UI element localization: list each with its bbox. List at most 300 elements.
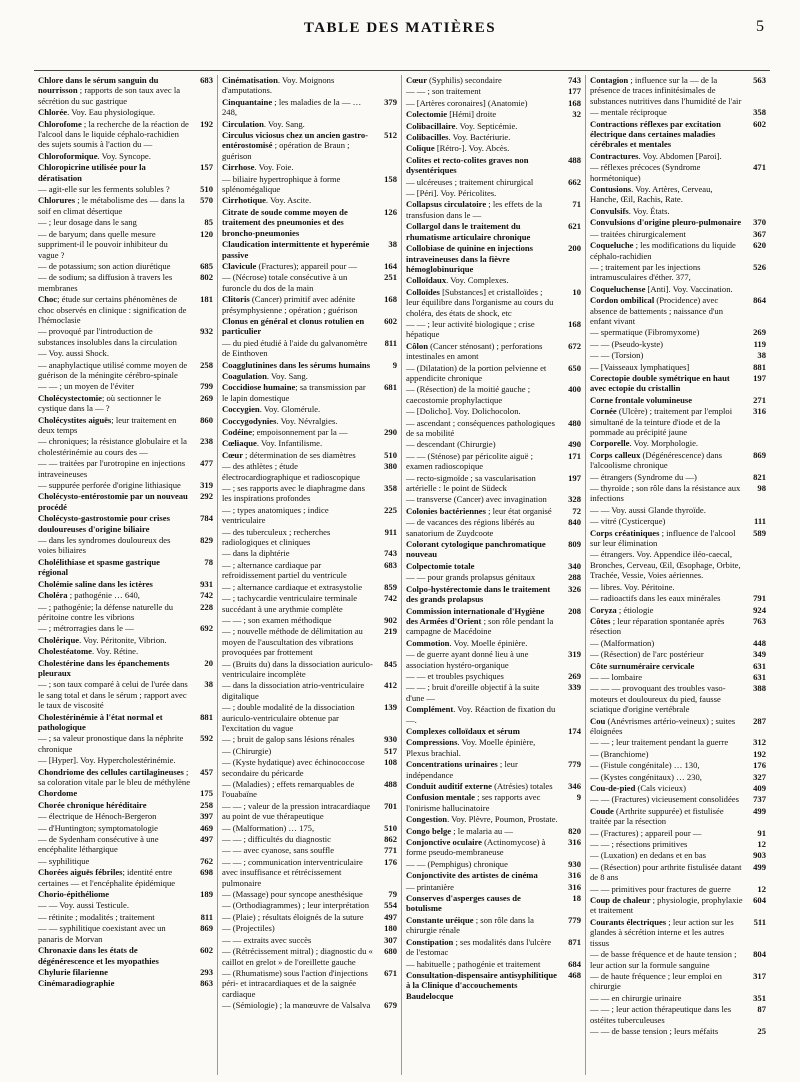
index-entry <box>590 806 766 827</box>
entry-headword: Choléra <box>38 590 70 601</box>
entry-page-number: 931 <box>200 578 213 589</box>
entry-page-number: 864 <box>753 295 766 306</box>
index-entry <box>222 382 397 403</box>
index-entry <box>222 615 397 625</box>
entry-page-number: 821 <box>753 471 766 482</box>
entry-text: — ; types anatomiques ; indice ventriculaire <box>222 504 329 526</box>
entry-headword: Corps calleux <box>590 449 643 460</box>
entry-text: — Voy. aussi Shock. <box>38 348 109 359</box>
entry-text: — — extraits avec succès <box>222 934 312 945</box>
entry-text <box>222 360 377 370</box>
entry-page-number: 845 <box>384 658 397 669</box>
entry-text: — — (Fractures) vicieusement consolidées <box>590 794 739 805</box>
entry-headword: Chronaxie dans les états de dégénérescence et les myopathies <box>38 945 159 966</box>
entry-text: — (Résection) de la moitié gauche ; caecostomie prophylactique <box>406 384 531 405</box>
entry-page-number: 327 <box>753 771 766 782</box>
entry-text: Colonies bactériennes ; leur état organisé <box>406 505 552 516</box>
index-entry <box>590 582 766 592</box>
entry-page-number: 316 <box>568 837 581 848</box>
entry-text: Concentrations urinaires ; leur indépendance <box>406 759 518 780</box>
entry-page-number <box>193 348 213 358</box>
index-entry <box>590 75 766 106</box>
index-entry <box>590 262 766 283</box>
entry-text: Circulus viciosus chez un ancien gastro-entérostomisé ; opération de Braun ; guérison <box>222 130 369 161</box>
index-entry <box>222 834 397 844</box>
index-entry <box>406 517 581 538</box>
index-entry <box>38 415 213 436</box>
entry-text: Corps créatiniques ; influence de l'alcool sur leur élimination <box>590 527 736 549</box>
entry-text: — [Vaisseaux lymphatiques] <box>590 361 690 372</box>
entry-text: — [Dolicho]. Voy. Dolichocolon. <box>406 406 521 417</box>
index-entry <box>38 229 213 260</box>
entry-page-number: 25 <box>757 1025 766 1036</box>
index-entry <box>222 527 397 548</box>
index-entry <box>590 1026 766 1036</box>
index-entry <box>38 602 213 623</box>
entry-text: Cornée (Ulcère) ; traitement par l'emploi simultané de la teinture d'iode et de la pommade au précipité jaune <box>590 406 733 437</box>
entry-headword: Cholélithiase et spasme gastrique régional <box>38 556 160 578</box>
entry-text: — (Rhumatisme) sous l'action d'injections péri- et intracardiaques et de la saignée cardiaque <box>222 967 368 999</box>
entry-text: Conduit auditif externe (Atrésies) totales <box>406 781 553 791</box>
index-entry <box>590 593 766 603</box>
index-entry <box>222 946 397 967</box>
entry-page-number: 679 <box>384 1000 397 1011</box>
entry-headword: Citrate de soude comme moyen de traitement des pneumonies et des broncho-pneumonies <box>222 206 348 238</box>
entry-headword: Collapsus circulatoire <box>406 199 489 210</box>
entry-text: Cholécystectomie; où sectionner le cystique dans la — ? <box>38 392 161 414</box>
entry-page-number: 490 <box>568 439 581 450</box>
entry-headword: Colloïdes <box>406 286 443 297</box>
entry-page-number: 602 <box>200 945 213 956</box>
index-entry <box>38 217 213 227</box>
entry-page-number: 225 <box>384 504 397 515</box>
entry-page-number: 763 <box>753 615 766 626</box>
entry-text <box>38 978 193 988</box>
entry-page-number: 762 <box>200 855 213 866</box>
entry-headword: Coagulation <box>222 370 267 381</box>
entry-page-number: 158 <box>384 173 397 184</box>
entry-text: — du pied étudié à l'aide du galvanomètre de Einthoven <box>222 337 368 359</box>
index-entry <box>406 98 581 108</box>
entry-page-number <box>746 582 766 592</box>
index-entry <box>38 800 213 810</box>
entry-text: Colectomie [Hémi] droite <box>406 109 497 120</box>
entry-text <box>590 661 746 671</box>
entry-page-number: 804 <box>753 949 766 960</box>
entry-text <box>222 316 377 337</box>
entry-page-number: 111 <box>754 516 766 527</box>
entry-page-number <box>377 371 397 381</box>
entry-page-number: 512 <box>384 130 397 141</box>
index-entry <box>406 870 581 880</box>
entry-headword: Commission internationale d'Hygiène des Armées d'Orient <box>406 605 545 626</box>
index-entry <box>406 221 581 242</box>
entry-text: — (Fractures) ; appareil pour — <box>590 827 702 838</box>
entry-page-number: 269 <box>753 327 766 338</box>
entry-page-number: 631 <box>753 671 766 682</box>
entry-text: — traitées chirurgicalement <box>590 228 686 239</box>
entry-headword: Compressions <box>406 737 458 748</box>
entry-page-number <box>377 416 397 426</box>
entry-page-number: 742 <box>200 590 213 601</box>
index-entry <box>406 451 581 472</box>
entry-page-number: 631 <box>753 660 766 671</box>
entry-text: — ; son taux comparé à celui de l'urée dans le sang total et dans le sérum ; rapport avec le taux de viscosité <box>38 679 188 711</box>
entry-text <box>406 970 561 1001</box>
index-entry <box>590 406 766 437</box>
entry-page-number: 554 <box>384 900 397 911</box>
entry-page-number: 317 <box>753 970 766 981</box>
index-entry <box>590 661 766 671</box>
entry-page-number: 326 <box>568 583 581 594</box>
index-entry <box>406 704 581 725</box>
index-entry <box>222 734 397 744</box>
index-entry <box>222 239 397 260</box>
index-entry <box>590 683 766 714</box>
entry-headword: Chylurie filarienne <box>38 966 108 977</box>
index-entry <box>406 341 581 362</box>
index-entry <box>38 119 213 150</box>
index-entry <box>38 458 213 479</box>
index-entry <box>406 86 581 96</box>
entry-headword: Cinquantaine <box>222 96 275 107</box>
entry-headword: Coqueluchense <box>590 283 648 294</box>
entry-text <box>406 584 561 605</box>
entry-headword: Coude <box>590 805 617 816</box>
entry-text: Chlorofome ; la recherche de la réaction de l'alcool dans le liquide céphalo-rachidien des sujets soumis à l'action du — <box>38 118 189 150</box>
entry-headword: Consultation-dispensaire antisyphilitique à la Clinique d'accouchements Baudelocque <box>406 969 557 1001</box>
entry-text <box>406 155 561 176</box>
entry-text: — ; métrorragies dans le — <box>38 623 134 634</box>
index-entry <box>38 184 213 194</box>
entry-text: Cœliaque. Voy. Infantilisme. <box>222 438 323 449</box>
index-entry <box>590 794 766 804</box>
entry-headword: Collobiase de quinine en injections intraveineuses dans la fièvre hémoglobinurique <box>406 243 534 274</box>
entry-text <box>406 893 561 914</box>
entry-page-number: 684 <box>568 958 581 969</box>
entry-headword: Cholécysto-entérostomie par un nouveau procédé <box>38 491 188 512</box>
entry-page-number: 346 <box>568 781 581 791</box>
page-header <box>0 14 800 42</box>
entry-headword: Cholestérinémie à l'état normal et pathologique <box>38 711 163 732</box>
entry-page-number: 340 <box>568 560 581 571</box>
entry-text: — — ; valeur de la pression intracardiaque au point de vue thérapeutique <box>222 800 371 822</box>
entry-text: Contagion ; influence sur la — de la présence de traces infinitésimales de substances nutritives dans l'humidité de l'air <box>590 75 742 106</box>
entry-page-number: 517 <box>384 745 397 756</box>
index-entry <box>222 207 397 238</box>
index-entry <box>406 439 581 449</box>
entry-page-number: 811 <box>384 337 397 348</box>
entry-text: Courants électriques ; leur action sur les glandes à sécrétion interne et les autres tissus <box>590 916 734 948</box>
entry-text: Constipation ; ses modalités dans l'ulcère de l'estomac <box>406 936 552 958</box>
entry-text: Congestion. Voy. Plèvre, Poumon, Prostate. <box>406 814 558 825</box>
entry-headword: Chlore dans le sérum sanguin du nourrisson <box>38 75 159 96</box>
index-entry <box>590 949 766 970</box>
entry-text: — de baryum; dans quelle mesure suppriment-il le pouvoir inhibiteur du vague ? <box>38 228 168 260</box>
entry-page-number <box>561 143 581 153</box>
index-entry <box>38 712 213 733</box>
entry-text: — — en chirurgie urinaire <box>590 992 682 1003</box>
index-entry <box>222 593 397 614</box>
entry-headword: Chloropicrine utilisée pour la dératisation <box>38 162 146 183</box>
entry-page-number: 511 <box>753 916 766 927</box>
entry-page-number: 510 <box>384 449 397 460</box>
entry-text: — — de basse tension ; leurs méfaits <box>590 1025 719 1036</box>
index-entry <box>406 155 581 176</box>
index-entry <box>590 240 766 261</box>
entry-text: — chroniques; la résistance globulaire et la cholestérinémie au cours des — <box>38 436 187 457</box>
entry-headword: Côtes <box>590 615 613 626</box>
entry-text: — de haute fréquence ; leur emploi en chirurgie <box>590 970 722 992</box>
entry-text: — (Massage) pour syncope anesthésique <box>222 889 363 900</box>
entry-headword: Côte surnuméraire cervicale <box>590 660 695 671</box>
entry-page-number: 358 <box>384 483 397 494</box>
entry-page-number: 743 <box>384 548 397 559</box>
index-entry <box>222 316 397 337</box>
entry-page-number: 683 <box>384 559 397 570</box>
index-entry <box>406 859 581 869</box>
entry-text: — — ; difficultés du diagnostic <box>222 834 331 845</box>
entry-page-number: 881 <box>753 361 766 372</box>
index-entry <box>38 75 213 106</box>
index-entry <box>590 162 766 183</box>
entry-headword: Cholestérine dans les épanchements pleuraux <box>38 657 170 678</box>
entry-page-number: 139 <box>384 702 397 713</box>
entry-text: — de sodium; sa diffusion à travers les membranes <box>38 272 173 293</box>
entry-text: Corps calleux (Dégénérescence) dans l'alcoolisme chronique <box>590 449 722 471</box>
index-entry <box>222 427 397 437</box>
entry-page-number: 784 <box>200 513 213 524</box>
entry-headword: Convulsifs <box>590 205 629 216</box>
entry-text: Coude (Arthrite suppurée) et fistulisée traitée par la résection <box>590 805 724 827</box>
entry-page-number: 742 <box>384 593 397 604</box>
entry-page-number: 316 <box>568 881 581 892</box>
entry-page-number: 189 <box>200 889 213 900</box>
index-entry <box>406 406 581 416</box>
entry-text: — mentale réciproque <box>590 107 667 118</box>
entry-page-number: 120 <box>200 228 213 239</box>
entry-headword: Chlorée <box>38 107 68 118</box>
entry-headword: Cirrhose <box>222 162 255 173</box>
entry-text: — (Nécrose) totale consécutive à un furoncle du dos de la main <box>222 272 348 293</box>
entry-page-number: 319 <box>568 649 581 660</box>
entry-page-number: 79 <box>388 889 397 900</box>
entry-page-number <box>746 151 766 161</box>
index-column-2 <box>218 75 402 1075</box>
entry-headword: Cornée <box>590 406 619 417</box>
entry-page-number: 258 <box>200 359 213 370</box>
index-entry <box>38 967 213 977</box>
entry-page-number: 219 <box>384 626 397 637</box>
entry-headword: Colonies bactériennes <box>406 505 489 516</box>
entry-text <box>38 557 193 578</box>
entry-page-number: 412 <box>384 680 397 691</box>
entry-text: Contusions. Voy. Artères, Cerveau, Hanche, Œil, Rachis, Rate. <box>590 184 713 205</box>
entry-page-number: 351 <box>753 992 766 1003</box>
entry-page-number: 328 <box>568 494 581 505</box>
index-entry <box>590 616 766 637</box>
index-entry <box>590 206 766 216</box>
entry-text: Cirrhotique. Voy. Ascite. <box>222 195 312 206</box>
entry-headword: Cinémaradiographie <box>38 978 115 989</box>
entry-text: — thyroïde ; son rôle dans la résistance aux infections <box>590 483 741 504</box>
index-column-1 <box>34 75 218 1075</box>
entry-page-number: 32 <box>572 109 581 120</box>
entry-text: Coqueluchense [Anti]. Voy. Vaccination. <box>590 283 733 294</box>
index-entry <box>38 811 213 821</box>
entry-text: Cinématisation. Voy. Moignons d'amputations. <box>222 75 335 96</box>
index-entry <box>222 294 397 315</box>
index-entry <box>590 516 766 526</box>
entry-text: Corporelle. Voy. Morphologie. <box>590 438 699 449</box>
index-entry <box>406 177 581 187</box>
entry-text <box>590 373 746 394</box>
index-entry <box>222 130 397 161</box>
entry-page-number: 497 <box>384 911 397 922</box>
entry-headword: Circulus viciosus chez un ancien gastro-entérostomisé <box>222 130 369 151</box>
entry-text: — vitré (Cysticerque) <box>590 516 666 527</box>
entry-page-number: 175 <box>200 788 213 799</box>
entry-page-number <box>746 505 766 515</box>
entry-text: — (Chirurgie) <box>222 745 272 756</box>
entry-page-number: 388 <box>753 683 766 694</box>
entry-page-number <box>561 704 581 725</box>
index-entry <box>590 472 766 482</box>
index-entry <box>406 671 581 681</box>
index-entry <box>406 143 581 153</box>
entry-page-number <box>561 275 581 285</box>
entry-text: Conjonctive oculaire (Actinomycose) à forme pseudo-membraneuse <box>406 837 546 858</box>
entry-text: — — ; son examen méthodique <box>222 614 332 625</box>
entry-page-number <box>193 151 213 161</box>
index-entry <box>406 287 581 318</box>
index-entry <box>590 327 766 337</box>
index-entry <box>406 199 581 220</box>
entry-text <box>590 395 746 405</box>
index-entry <box>590 605 766 615</box>
entry-page-number <box>561 737 581 758</box>
index-entry <box>590 917 766 948</box>
entry-text: — (Sémiologie) ; la manœuvre de Valsalva <box>222 1000 371 1011</box>
index-entry <box>222 935 397 945</box>
entry-text: Confusion mentale ; ses rapports avec l'onirisme hallucinatoire <box>406 792 541 813</box>
index-entry <box>38 867 213 888</box>
index-entry <box>590 184 766 205</box>
index-entry <box>406 494 581 504</box>
entry-text: — étrangers (Syndrome du —) <box>590 471 697 482</box>
entry-page-number: 164 <box>384 260 397 271</box>
entry-page-number: 510 <box>200 184 213 195</box>
entry-headword: Constante uréique <box>406 914 476 925</box>
entry-text: — de vacances des régions libérés au sanatorium de Zuydcoote <box>406 517 535 538</box>
entry-page-number: 307 <box>384 934 397 945</box>
index-entry <box>222 261 397 271</box>
index-entry <box>406 75 581 85</box>
index-entry <box>222 461 397 482</box>
index-entry <box>222 923 397 933</box>
entry-text: Cou-de-pied (Cals vicieux) <box>590 783 686 793</box>
entry-page-number <box>193 755 213 765</box>
entry-page-number: 38 <box>204 679 213 690</box>
entry-text: — printanière <box>406 881 454 892</box>
entry-text: Coccidiose humaine; sa transmission par le lapin domestique <box>222 382 366 403</box>
entry-page-number: 87 <box>757 1004 766 1015</box>
entry-headword: Coccygien <box>222 404 260 415</box>
entry-text <box>406 870 561 880</box>
entry-headword: Chondriome des cellules cartilagineuses <box>38 766 186 777</box>
index-entry <box>590 884 766 894</box>
index-entry <box>38 326 213 347</box>
index-entry <box>222 857 397 888</box>
entry-text: — [Hyper]. Voy. Hypercholestérinémie. <box>38 755 176 766</box>
entry-text: — — ; un moyen de l'éviter <box>38 381 135 392</box>
entry-text: Choléra ; pathogénie … 640, <box>38 590 140 601</box>
index-entry <box>406 837 581 858</box>
entry-page-number <box>561 638 581 648</box>
entry-page-number: 319 <box>200 480 213 491</box>
entry-text: — [Péri]. Voy. Péricolites. <box>406 188 497 199</box>
index-entry <box>38 912 213 922</box>
entry-page-number: 78 <box>204 556 213 567</box>
entry-page-number: 468 <box>568 969 581 980</box>
index-entry <box>222 889 397 899</box>
index-entry <box>222 548 397 558</box>
entry-text: — transverse (Cancer) avec invagination <box>406 494 547 505</box>
index-entry <box>222 416 397 426</box>
entry-page-number: 930 <box>568 858 581 869</box>
entry-page-number: 930 <box>384 734 397 745</box>
entry-text: — dans la diphtérie <box>222 548 290 559</box>
index-entry <box>406 473 581 494</box>
index-entry <box>406 970 581 1001</box>
entry-page-number <box>193 635 213 645</box>
entry-page-number: 367 <box>753 228 766 239</box>
index-entry <box>590 107 766 117</box>
index-entry <box>590 895 766 916</box>
entry-page-number: 168 <box>384 294 397 305</box>
entry-headword: Coccidiose humaine <box>222 382 296 393</box>
index-entry <box>590 638 766 648</box>
entry-headword: Concentrations urinaires <box>406 759 500 770</box>
entry-text <box>406 221 561 242</box>
index-entry <box>38 436 213 457</box>
entry-headword: Circulation <box>222 118 264 129</box>
index-entry <box>222 338 397 359</box>
entry-page-number: 510 <box>384 822 397 833</box>
index-entry <box>38 381 213 391</box>
entry-text: — — ; résections primitives <box>590 839 688 850</box>
entry-page-number: 316 <box>753 406 766 417</box>
entry-text: Côlon (Cancer sténosant) ; perforations intestinales en amont <box>406 340 543 362</box>
index-entry <box>590 760 766 770</box>
entry-text: — anaphylactique utilisé comme moyen de guérison de la méningite cérébro-spinale <box>38 359 188 380</box>
index-entry <box>222 659 397 680</box>
index-entry <box>406 792 581 813</box>
index-column-4 <box>586 75 770 1075</box>
page-number: 5 <box>756 18 764 35</box>
entry-page-number: 685 <box>200 260 213 271</box>
entry-text: — — syphilitique coexistant avec un panaris de Morvan <box>38 923 166 944</box>
entry-text: Cœur ; détermination de ses diamètres <box>222 449 356 460</box>
entry-text: Chlore dans le sérum sanguin du nourrisson ; rapports de son taux avec la sécrétion du suc gastrique <box>38 75 181 106</box>
entry-text: Coryza ; étiologie <box>590 604 654 615</box>
entry-headword: Colorant cytologique panchromatique nouveau <box>406 539 546 560</box>
index-entry <box>38 162 213 183</box>
entry-page-number: 251 <box>384 272 397 283</box>
entry-text: — radioactifs dans les eaux minérales <box>590 593 721 604</box>
entry-page-number: 488 <box>384 779 397 789</box>
index-entry <box>590 549 766 580</box>
